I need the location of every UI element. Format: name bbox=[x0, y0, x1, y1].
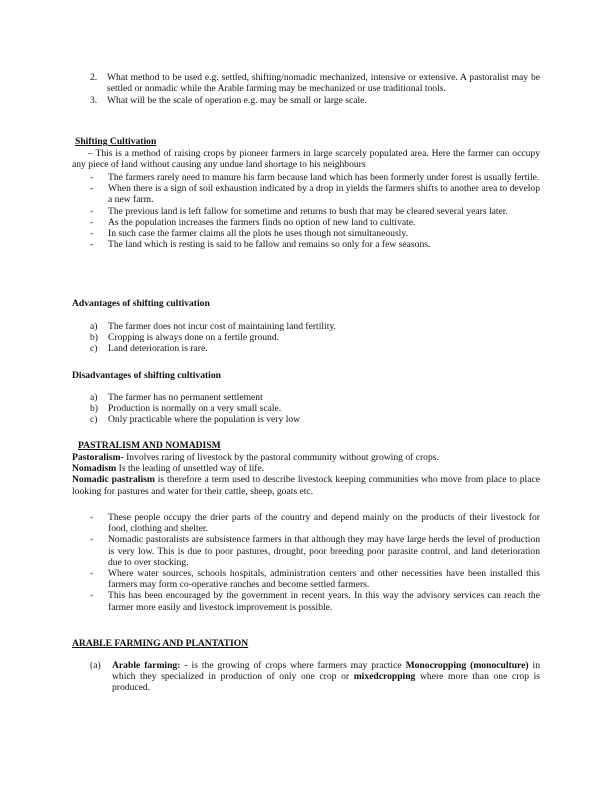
list-item bbox=[90, 228, 540, 239]
arable-definition bbox=[90, 660, 540, 694]
bullet-dash: - bbox=[90, 534, 94, 546]
section-heading: PASTRALISM AND NOMADISM bbox=[78, 440, 221, 451]
item-number: 3. bbox=[90, 95, 98, 107]
list-item bbox=[90, 403, 540, 414]
section-heading: ARABLE FARMING AND PLANTATION bbox=[72, 638, 249, 649]
item-text: The previous land is left fallow for sometime and returns to bush that may be cleared several years later. bbox=[108, 205, 508, 217]
list-item bbox=[90, 206, 540, 217]
list-item bbox=[90, 321, 540, 332]
list-item bbox=[90, 72, 540, 94]
list-item bbox=[90, 392, 540, 403]
bullet-dash: - bbox=[90, 205, 94, 217]
list-item bbox=[90, 590, 540, 612]
item-letter: (a) bbox=[90, 660, 101, 671]
arable-heading-block bbox=[72, 638, 540, 649]
item-text: Cropping is always done on a fertile ground. bbox=[108, 332, 280, 344]
list-item bbox=[90, 343, 540, 354]
list-item bbox=[90, 172, 540, 183]
item-text: What will be the scale of operation e.g. may be small or large scale. bbox=[107, 95, 367, 107]
list-item bbox=[90, 414, 540, 425]
list-item bbox=[90, 568, 540, 590]
list-item bbox=[90, 534, 540, 568]
definition-nomadic-pastralism bbox=[72, 474, 540, 496]
item-text: The land which is resting is said to be fallow and remains so only for a few seasons. bbox=[108, 239, 431, 251]
term: Nomadism bbox=[72, 463, 117, 475]
item-text: The farmer has no permanent settlement bbox=[108, 392, 263, 403]
item-text: As the population increases the farmers finds no option of new land to cultivate. bbox=[108, 216, 416, 228]
text-part: is the growing of crops where farmers may practice bbox=[187, 660, 406, 671]
item-text: The farmer does not incur cost of maintaining land fertility. bbox=[108, 321, 336, 332]
item-text: The farmers rarely need to manure his farm because land which has been formerly under forest is usually fertile. bbox=[108, 172, 540, 183]
item-letter: a) bbox=[90, 392, 98, 403]
definition-text: Is the leading of unsettled way of life. bbox=[116, 463, 265, 475]
shifting-points bbox=[90, 172, 540, 250]
disadvantages-heading: Disadvantages of shifting cultivation bbox=[72, 370, 221, 381]
list-item bbox=[90, 95, 540, 106]
item-letter: b) bbox=[90, 332, 98, 344]
item-text: In such case the farmer claims all the plots he uses though not simultaneously. bbox=[108, 228, 408, 240]
item-text: Where water sources, schools hospitals, administration centers and other necessities have been installed this farmers may form co-operative ranches and become settled farmers. bbox=[108, 568, 540, 591]
definition-nomadism bbox=[72, 463, 540, 474]
item-letter: a) bbox=[90, 321, 98, 332]
list-item bbox=[90, 332, 540, 343]
text-part: in which they specialized in production of only one crop or bbox=[112, 660, 540, 683]
term: Arable farming: - bbox=[112, 660, 188, 671]
advantages-list bbox=[90, 321, 540, 355]
term: Nomadic pastralism bbox=[72, 474, 155, 486]
bullet-dash: - bbox=[90, 172, 94, 183]
item-letter: c) bbox=[90, 414, 98, 426]
list-item bbox=[90, 660, 540, 694]
pastoralism-points bbox=[90, 512, 540, 613]
text-part: where more than one crop is produced. bbox=[112, 671, 541, 694]
term: Pastoralism- bbox=[72, 452, 124, 463]
list-item bbox=[90, 239, 540, 250]
advantages-heading: Advantages of shifting cultivation bbox=[72, 298, 210, 309]
item-text: Production is normally on a very small scale. bbox=[108, 403, 282, 415]
definition-text: is therefore a term used to describe livestock keeping communities who move from place to place looking for pastures and water for their cattle, sheep, goats etc. bbox=[72, 474, 540, 497]
item-letter: b) bbox=[90, 403, 98, 415]
pastoralism-definitions bbox=[72, 452, 540, 497]
bullet-dash: - bbox=[90, 228, 94, 240]
method-list bbox=[90, 72, 540, 107]
definition-pastoralism bbox=[72, 452, 540, 463]
term: Monocropping (monoculture) bbox=[405, 660, 529, 671]
shifting-intro: – This is a method of raising crops by pioneer farmers in large scarcely populated area. Here the farmer can occupy any piece of land without causing any undue land shortage to his neighbours bbox=[72, 148, 540, 171]
item-text: Land deterioration is rare. bbox=[108, 343, 208, 355]
definition-text: Involves raring of livestock by the pastoral community without growing of crops. bbox=[123, 452, 439, 463]
item-text: Nomadic pastoralists are subsistence farmers in that although they may have large herds the level of production is very low. This is due to poor pastures, drought, poor breeding poor parasite control, and land deterioration due to over stocking. bbox=[108, 534, 540, 568]
item-text bbox=[112, 660, 540, 694]
shifting-heading-block bbox=[75, 136, 540, 147]
bullet-dash: - bbox=[90, 239, 94, 251]
list-item bbox=[90, 217, 540, 228]
item-text: When there is a sign of soil exhaustion indicated by a drop in yields the farmers shifts to another area to develop a new farm. bbox=[108, 183, 540, 206]
pastoralism-heading-block bbox=[78, 440, 540, 451]
bullet-dash: - bbox=[90, 216, 94, 228]
item-text: Only practicable where the population is very low bbox=[108, 414, 301, 426]
list-item bbox=[90, 183, 540, 205]
item-text: This has been encouraged by the government in recent years. In this way the advisory services can reach the farmer more easily and livestock improvement is possible. bbox=[108, 590, 540, 613]
bullet-dash: - bbox=[90, 568, 94, 580]
term: mixedcropping bbox=[353, 671, 416, 683]
item-letter: c) bbox=[90, 343, 98, 355]
bullet-dash: - bbox=[90, 590, 94, 602]
bullet-dash: - bbox=[90, 183, 94, 195]
item-text: What method to be used e.g. settled, shifting/nomadic mechanized, intensive or extensive. A pastoralist may be settled or nomadic while the Arable farming may be mechanized or use traditional tools. bbox=[107, 72, 540, 95]
item-number: 2. bbox=[90, 72, 98, 83]
item-text: These people occupy the drier parts of the country and depend mainly on the products of their livestock for food, clothing and shelter. bbox=[108, 512, 540, 535]
bullet-dash: - bbox=[90, 512, 94, 523]
disadvantages-list bbox=[90, 392, 540, 426]
list-item bbox=[90, 512, 540, 534]
section-heading: Shifting Cultivation bbox=[75, 136, 157, 147]
